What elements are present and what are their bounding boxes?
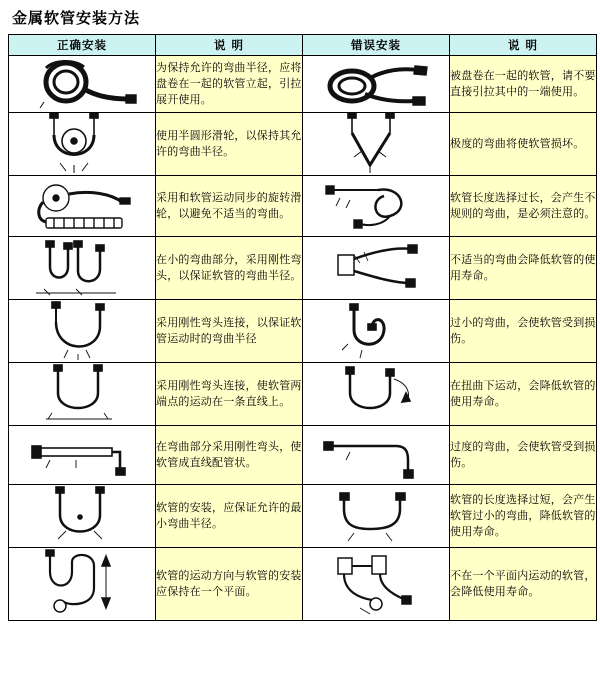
wrong-illustration: [303, 113, 450, 176]
header-wrong-install: 错误安装: [303, 35, 450, 56]
too-small-bend-radius-icon: [310, 300, 442, 362]
wrong-description: 过度的弯曲，会使软管受到损伤。: [450, 426, 597, 485]
minimum-bend-radius-install-icon: [16, 485, 148, 547]
table-row: [9, 113, 597, 176]
wrong-illustration: [303, 300, 450, 363]
table-row: [9, 485, 597, 548]
improper-bend-short-life-icon: [310, 237, 442, 299]
header-wrong-desc: 说 明: [450, 35, 597, 56]
correct-description: 采用刚性弯头连接，以保证软管运动时的弯曲半径: [156, 300, 303, 363]
hose-too-long-small-bend-icon: [310, 485, 442, 547]
correct-illustration: [9, 485, 156, 548]
wrong-description: 不在一个平面内运动的软管，会降低使用寿命。: [450, 548, 597, 621]
correct-description: 为保持允许的弯曲半径，应将盘卷在一起的软管立起，引拉展开使用。: [156, 56, 303, 113]
wrong-description: 过小的弯曲，会使软管受到损伤。: [450, 300, 597, 363]
semicircular-pulley-bend-icon: [16, 113, 148, 175]
correct-illustration: [9, 176, 156, 237]
correct-illustration: [9, 363, 156, 426]
wrong-description: 不适当的弯曲会降低软管的使用寿命。: [450, 237, 597, 300]
twisting-motion-u-hose-icon: [310, 363, 442, 425]
rigid-elbow-small-bend-icon: [16, 237, 148, 299]
excessive-bend-damage-icon: [310, 426, 442, 484]
installation-methods-table: [8, 34, 597, 621]
correct-illustration: [9, 548, 156, 621]
correct-description: 使用半圆形滑轮，以保持其允许的弯曲半径。: [156, 113, 303, 176]
wrong-illustration: [303, 426, 450, 485]
correct-description: 在弯曲部分采用刚性弯头，使软管成直线配管状。: [156, 426, 303, 485]
coiled-hose-pulled-from-middle-icon: [310, 56, 442, 112]
header-correct-install: 正确安装: [9, 35, 156, 56]
coiled-hose-reel-icon: [16, 56, 148, 112]
correct-illustration: [9, 56, 156, 113]
out-of-plane-motion-icon: [310, 548, 442, 620]
correct-illustration: [9, 237, 156, 300]
sharp-v-bend-icon: [310, 113, 442, 175]
correct-description: 软管的运动方向与软管的安装应保持在一个平面。: [156, 548, 303, 621]
wrong-illustration: [303, 548, 450, 621]
wrong-illustration: [303, 176, 450, 237]
table-row: [9, 176, 597, 237]
correct-illustration: [9, 426, 156, 485]
rotating-pulley-with-chain-icon: [16, 176, 148, 236]
rigid-elbow-u-bend-icon: [16, 300, 148, 362]
header-row: [9, 35, 597, 56]
page-title: 金属软管安装方法: [12, 9, 141, 27]
correct-description: 在小的弯曲部分，采用刚性弯头，以保证软管的弯曲半径。: [156, 237, 303, 300]
table-body: [9, 56, 597, 621]
wrong-illustration: [303, 363, 450, 426]
correct-description: 软管的安装，应保证允许的最小弯曲半径。: [156, 485, 303, 548]
header-correct-desc: 说 明: [156, 35, 303, 56]
same-plane-motion-icon: [16, 548, 148, 620]
rigid-elbow-straight-ends-icon: [16, 363, 148, 425]
correct-description: 采用刚性弯头连接，使软管两端点的运动在一条直线上。: [156, 363, 303, 426]
wrong-illustration: [303, 237, 450, 300]
table-row: [9, 300, 597, 363]
wrong-description: 在扭曲下运动，会降低软管的使用寿命。: [450, 363, 597, 426]
correct-illustration: [9, 300, 156, 363]
wrong-description: 软管的长度选择过短，会产生软管过小的弯曲，降低软管的使用寿命。: [450, 485, 597, 548]
table-row: [9, 237, 597, 300]
table-row: [9, 426, 597, 485]
table-row: [9, 56, 597, 113]
wrong-description: 软管长度选择过长，会产生不规则的弯曲，是必须注意的。: [450, 176, 597, 237]
straight-pipe-with-elbow-icon: [16, 426, 148, 484]
wrong-description: 极度的弯曲将使软管损坏。: [450, 113, 597, 176]
wrong-description: 被盘卷在一起的软管，请不要直接引拉其中的一端使用。: [450, 56, 597, 113]
table-row: [9, 363, 597, 426]
correct-illustration: [9, 113, 156, 176]
too-long-hose-irregular-bend-icon: [310, 176, 442, 236]
correct-description: 采用和软管运动同步的旋转滑轮，以避免不适当的弯曲。: [156, 176, 303, 237]
table-row: [9, 548, 597, 621]
table-header: [9, 35, 597, 56]
wrong-illustration: [303, 56, 450, 113]
wrong-illustration: [303, 485, 450, 548]
